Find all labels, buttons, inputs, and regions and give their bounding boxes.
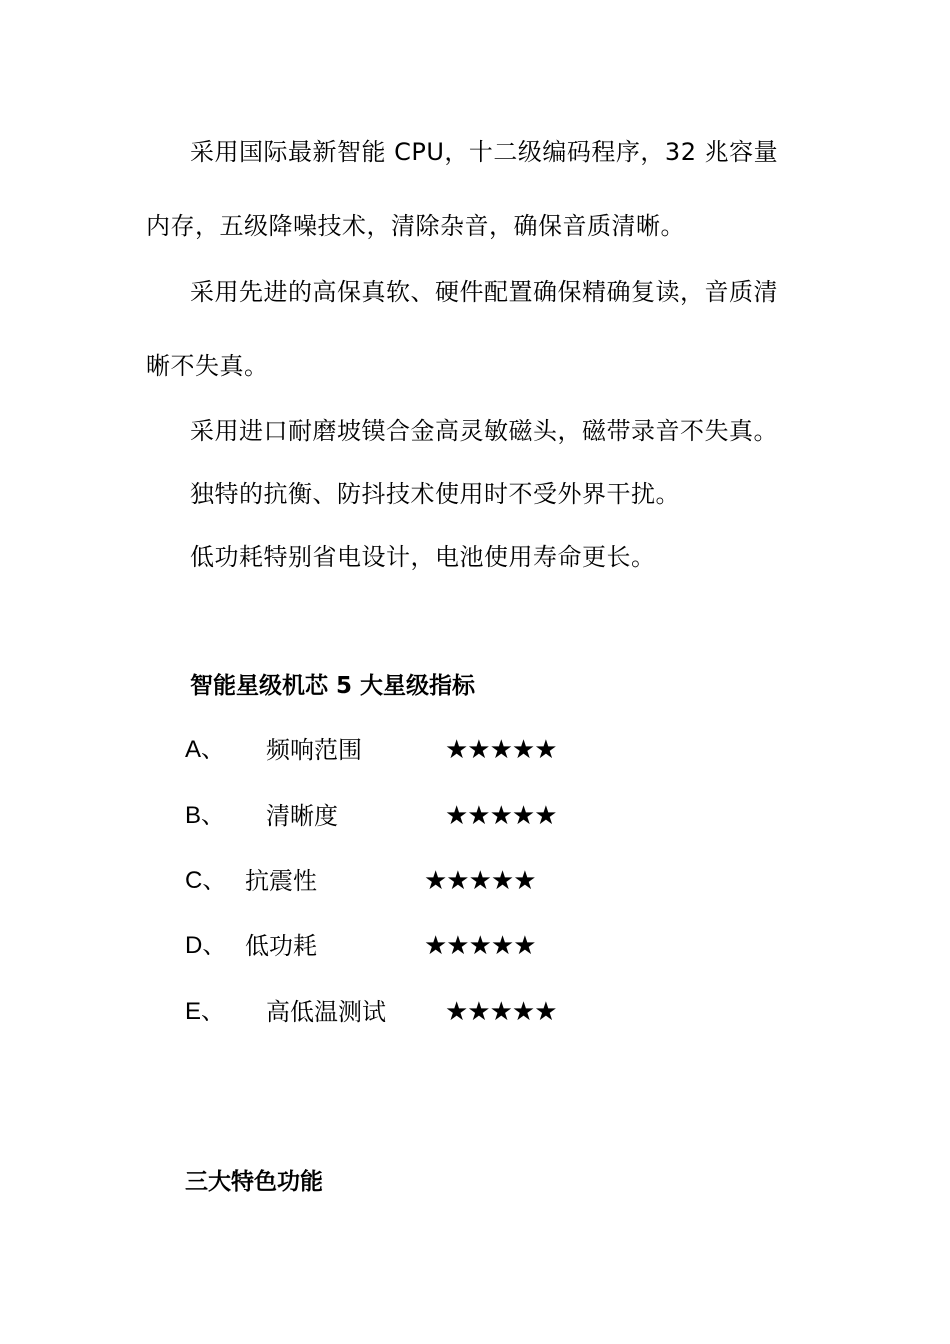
- features-heading: 三大特色功能: [185, 1169, 323, 1195]
- paragraph-5: 低功耗特别省电设计，电池使用寿命更长。: [190, 543, 656, 571]
- indicator-letter: E、: [185, 998, 226, 1025]
- indicator-letter: C、: [185, 867, 227, 894]
- star-rating: ★★★★★: [445, 997, 557, 1027]
- star-rating: ★★★★★: [445, 735, 557, 765]
- star-rating: ★★★★★: [445, 801, 557, 831]
- indicator-row-c: [0, 863, 950, 899]
- indicator-label: 高低温测试: [266, 998, 386, 1026]
- indicator-letter: A、: [185, 736, 226, 763]
- paragraph-1-line-1: 采用国际最新智能 CPU，十二级编码程序，32 兆容量: [190, 138, 779, 166]
- indicator-letter: D、: [185, 932, 227, 959]
- indicator-label: 抗震性: [245, 867, 317, 895]
- paragraph-2-line-1: 采用先进的高保真软、硬件配置确保精确复读，音质清: [190, 278, 778, 306]
- indicator-row-d: [0, 928, 950, 964]
- paragraph-2-line-2: 晰不失真。: [146, 352, 269, 380]
- paragraph-3: 采用进口耐磨坡镆合金高灵敏磁头，磁带录音不失真。: [190, 417, 778, 445]
- indicator-label: 清晰度: [266, 802, 338, 830]
- star-rating: ★★★★★: [424, 866, 536, 896]
- indicator-label: 低功耗: [245, 932, 317, 960]
- indicator-label: 频响范围: [266, 736, 362, 764]
- paragraph-4: 独特的抗衡、防抖技术使用时不受外界干扰。: [190, 480, 680, 508]
- star-rating: ★★★★★: [424, 931, 536, 961]
- indicator-letter: B、: [185, 802, 226, 829]
- indicator-row-e: [0, 994, 950, 1030]
- paragraph-1-line-2: 内存，五级降噪技术，清除杂音，确保音质清晰。: [146, 212, 685, 240]
- indicator-row-a: [0, 732, 950, 768]
- indicators-heading: 智能星级机芯 5 大星级指标: [190, 673, 476, 699]
- indicator-row-b: [0, 798, 950, 834]
